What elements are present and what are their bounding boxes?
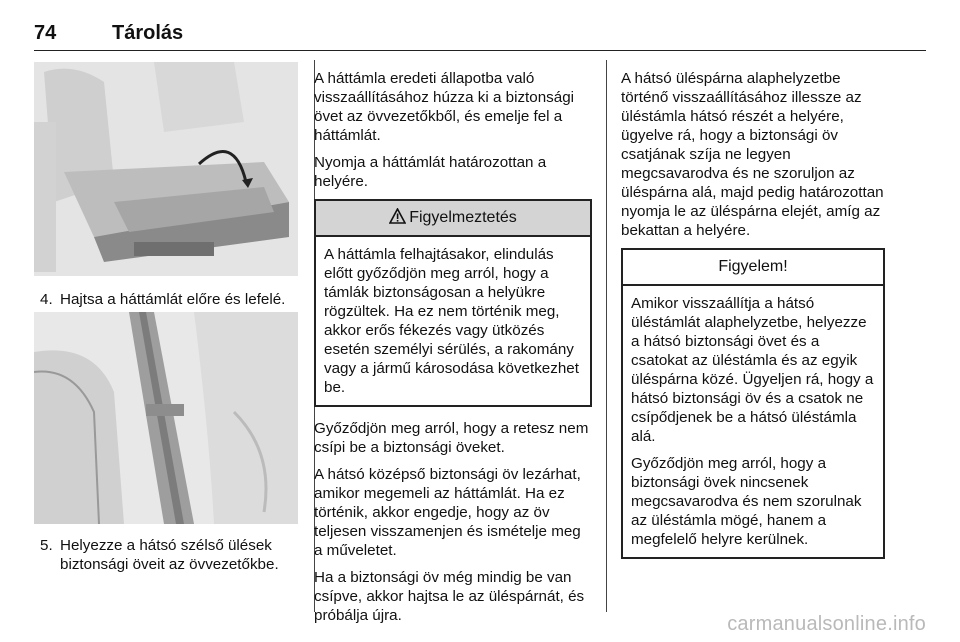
step-number: 5. [40, 537, 53, 554]
page-title: Tárolás [112, 22, 184, 44]
column-divider [606, 60, 607, 612]
paragraph: A hátsó üléspárna alaphelyzetbe történő visszaállításához illessze az üléstámla hátsó részét a helyére, ügyelve rá, hogy a biztonsági öv csatjának szíja ne legyen megcsavarodva és ne szoruljon az üléspárna alá, majd pedig határozottan nyomja le az üléspárna elejét, amíg az bekattan a helyére. [621, 70, 884, 239]
warning-box [314, 199, 592, 407]
notice-box [621, 248, 885, 559]
warning-triangle-icon [389, 208, 406, 224]
paragraph: A háttámla eredeti állapotba való visszaállításához húzza ki a biztonsági övet az övvezetőkből, és emelje fel a háttámlát. [314, 70, 575, 144]
seatbelt-drawing [34, 312, 298, 524]
warning-body [316, 237, 590, 405]
page-number: 74 [34, 22, 57, 44]
seatbelt-guide-illustration [34, 312, 298, 524]
column-2 [314, 69, 592, 633]
step-text: Hajtsa a háttámlát előre és lefelé. [60, 291, 286, 308]
paragraph: Nyomja a háttámlát határozottan a helyére. [314, 154, 547, 190]
warning-header [316, 201, 590, 237]
step-5 [40, 536, 310, 576]
warning-title: Figyelmeztetés [409, 209, 517, 226]
notice-header [623, 250, 883, 286]
seat-fold-drawing [34, 62, 298, 276]
notice-text: Győződjön meg arról, hogy a biztonsági övek nincsenek megcsavarodva és nem szorulnak az üléstámla mögé, hanem a megfelelő helyre kerülnek. [631, 455, 862, 548]
watermark: carmanualsonline.info [727, 613, 926, 635]
paragraph: A hátsó középső biztonsági öv lezárhat, amikor megemeli az háttámlát. Ha ez történik, akkor engedje, hogy az öv teljesen visszamenjen és ismételje meg a műveletet. [314, 466, 581, 559]
column-3 [621, 69, 885, 569]
notice-text: Amikor visszaállítja a hátsó üléstámlát alaphelyzetbe, helyezze a hátsó biztonsági övet és a csatokat az üléstámla és az egyik üléspárna közé. Ügyeljen rá, hogy a hátsó biztonsági öv és a csatok ne csípődjenek be a hátsó üléstámla alá. [631, 295, 874, 445]
notice-body [623, 286, 883, 557]
paragraph: Ha a biztonsági öv még mindig be van csípve, akkor hajtsa le az üléspárnát, és próbálja újra. [314, 569, 585, 624]
step-text-line2: biztonsági öveit az övvezetőkbe. [60, 556, 279, 573]
warning-text: A háttámla felhajtásakor, elindulás előtt győződjön meg arról, hogy a támlák biztonságosan a helyükre rögzültek. Ha ez nem történik meg, akkor erős fékezés vagy ütközés esetén személyi sérülés, a rakomány vagy a jármű károsodása következhet be. [324, 246, 579, 396]
page-header [34, 22, 926, 51]
step-text-line1: Helyezze a hátsó szélső ülések [60, 537, 272, 554]
seat-fold-illustration [34, 62, 298, 276]
paragraph: Győződjön meg arról, hogy a retesz nem csípi be a biztonsági öveket. [314, 420, 589, 456]
notice-title: Figyelem! [718, 258, 788, 275]
step-number: 4. [40, 291, 53, 308]
